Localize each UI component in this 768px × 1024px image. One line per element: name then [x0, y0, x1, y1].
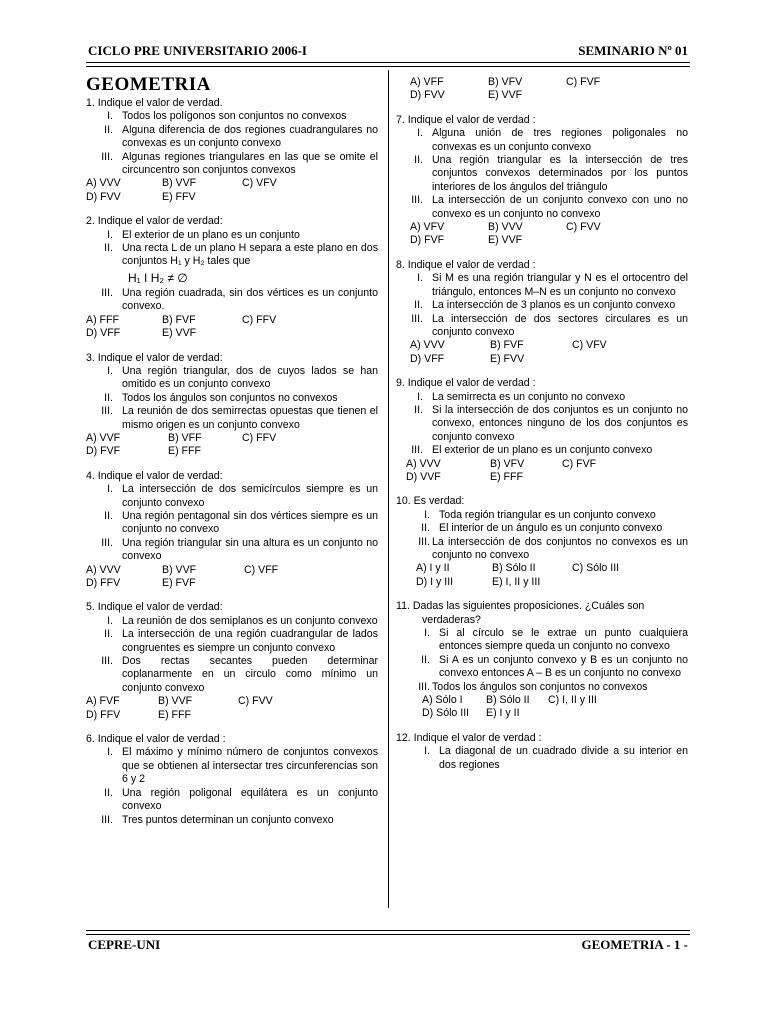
answer-options: [410, 76, 688, 103]
header-rule: [86, 62, 690, 63]
option-e: E) FVV: [490, 352, 525, 365]
statement-i: Si al círculo se le extrae un punto cualquiera entonces siempre queda un conjunto no convexo: [439, 627, 688, 653]
answer-options: [396, 339, 688, 366]
statement-iii: Tres puntos determinan un conjunto convexo: [122, 813, 334, 826]
right-column: [396, 76, 688, 783]
option-b: B) VFF: [168, 431, 202, 444]
roman-ii: II.: [104, 242, 113, 255]
option-e: E) I, II y III: [492, 575, 541, 588]
question-9: [396, 377, 688, 484]
roman-i: I.: [424, 627, 430, 640]
statement-ii: La intersección de una región cuadrangular de lados congruentes es siempre un conjunto convexo: [122, 628, 378, 654]
statement-iii: Todos los ángulos son conjuntos no convexos: [432, 680, 648, 693]
statement-iii: Una región triangular sin una altura es un conjunto no convexo: [122, 536, 378, 563]
statement-ii: Una región pentagonal sin dos vértices siempre es un conjunto no convexo: [122, 509, 378, 536]
option-a: A) VVV: [86, 563, 121, 576]
option-b: B) Sólo II: [486, 694, 530, 707]
roman-i: I.: [107, 364, 113, 377]
answer-options: [396, 221, 688, 248]
option-b: B) VVF: [158, 695, 193, 708]
statement-i: La semirrecta es un conjunto no convexo: [432, 390, 626, 403]
option-c: C) I, II y III: [548, 694, 597, 707]
option-e: E) VVF: [162, 327, 197, 340]
question-8: [396, 259, 688, 366]
roman-iii: III.: [101, 286, 113, 299]
roman-i: I.: [417, 390, 423, 403]
roman-iii: III.: [418, 680, 430, 693]
column-divider: [388, 70, 389, 908]
answer-options: [86, 314, 378, 341]
statement-ii: Una región poligonal equilátera es un conjunto convexo: [122, 786, 378, 813]
page-title: GEOMETRIA: [86, 74, 211, 95]
statement-iii: La intersección de dos conjuntos no convexos es un conjunto no convexo: [432, 535, 688, 561]
roman-iii: III.: [101, 655, 113, 668]
question-head: 5. Indique el valor de verdad:: [86, 601, 223, 614]
option-b: B) VFV: [488, 76, 523, 88]
statement-ii: Una recta L de un plano H separa a este plano en dos conjuntos H₁ y H₂ tales que: [122, 242, 378, 268]
statement-i: Una región triangular, dos de cuyos lados se han omitido es un conjunto convexo: [122, 364, 378, 391]
answer-options: [86, 432, 378, 459]
option-c: C) FVV: [238, 695, 273, 708]
question-3: [86, 352, 378, 459]
roman-i: I.: [417, 272, 423, 285]
statement-iii: La intersección de un conjunto convexo con uno no convexo es un conjunto no convexo: [432, 194, 688, 220]
option-a: A) VVV: [410, 339, 445, 352]
roman-ii: II.: [421, 653, 430, 666]
roman-iii: III.: [411, 194, 423, 207]
question-2: [86, 215, 378, 340]
question-head: 12. Indique el valor de verdad :: [396, 731, 542, 744]
option-a: A) VFF: [410, 76, 444, 88]
statement-ii: Una región triangular es la intersección de tres conjuntos convexos determinados por los puntos interiores de los ángulos del triángulo: [432, 154, 688, 193]
question-head: 3. Indique el valor de verdad:: [86, 351, 223, 364]
option-c: C) FFV: [242, 431, 277, 444]
statement-i: El exterior de un plano es un conjunto: [122, 228, 300, 241]
roman-ii: II.: [104, 509, 113, 522]
option-d: D) FVV: [410, 89, 445, 102]
option-a: A) VVV: [406, 457, 441, 470]
question-5: [86, 601, 378, 722]
option-b: B) Sólo II: [492, 562, 536, 575]
statement-iii: La intersección de dos sectores circulares es un conjunto convexo: [432, 312, 688, 338]
roman-i: I.: [107, 110, 113, 123]
option-d: D) Sólo III: [422, 707, 470, 720]
statement-iii: La reunión de dos semirrectas opuestas que tienen el mismo origen es un conjunto convexo: [122, 405, 378, 431]
statement-iii: Una región cuadrada, sin dos vértices es un conjunto convexo.: [122, 286, 378, 313]
roman-i: I.: [107, 614, 113, 627]
option-e: E) FFF: [490, 470, 523, 483]
statement-ii: Si A es un conjunto convexo y B es un conjunto no convexo entonces A – B es un conjunto no convexo: [439, 653, 688, 680]
option-b: B) VVV: [488, 221, 523, 234]
option-a: A) FFF: [86, 313, 119, 326]
question-head: 11. Dadas las siguientes proposiciones. ¿Cuáles son verdaderas?: [396, 600, 645, 626]
option-c: C) FFV: [242, 313, 277, 326]
roman-i: I.: [107, 228, 113, 241]
statement-ii: Si la intersección de dos conjuntos es un conjunto no convexo, entonces ninguno de los dos conjuntos es conjunto convexo: [432, 403, 688, 443]
roman-ii: II.: [104, 391, 113, 404]
option-a: A) FVF: [86, 695, 120, 708]
formula: H₁ I H₂ ≠ ∅: [128, 270, 188, 285]
roman-i: I.: [107, 746, 113, 759]
statement-i: Toda región triangular es un conjunto convexo: [439, 508, 656, 521]
option-d: D) FFV: [86, 708, 121, 721]
option-c: C) FVF: [566, 76, 601, 88]
option-b: B) VFV: [490, 457, 525, 470]
answer-options: [396, 694, 688, 721]
option-b: B) FVF: [162, 313, 196, 326]
seminar-label: SEMINARIO Nº 01: [578, 43, 688, 58]
roman-i: I.: [424, 508, 430, 521]
option-c: C) VFF: [244, 563, 279, 576]
option-e: E) FVF: [162, 577, 196, 589]
option-e: E) FFF: [158, 708, 191, 721]
option-e: E) FFF: [168, 445, 201, 458]
roman-iii: III.: [411, 312, 423, 325]
answer-options: [86, 695, 378, 722]
question-10: [396, 495, 688, 589]
question-12: [396, 732, 688, 772]
option-a: A) Sólo I: [422, 694, 463, 707]
roman-iii: III.: [411, 444, 423, 457]
answer-options: [86, 564, 378, 591]
question-head: 9. Indique el valor de verdad :: [396, 377, 536, 390]
footer-rule-2: [86, 934, 690, 935]
option-a: A) VVF: [86, 431, 121, 444]
statement-ii: El interior de un ángulo es un conjunto convexo: [439, 522, 663, 535]
roman-i: I.: [107, 483, 113, 496]
option-c: C) Sólo III: [572, 562, 620, 575]
question-head: 2. Indique el valor de verdad:: [86, 215, 223, 228]
statement-iii: Dos rectas secantes pueden determinar coplanarmente en un circulo como mínimo un conjunto convexo: [122, 655, 378, 694]
option-d: D) VVF: [406, 470, 441, 483]
option-d: D) FVF: [86, 445, 121, 458]
roman-ii: II.: [414, 403, 423, 416]
roman-ii: II.: [104, 786, 113, 799]
question-head: 10. Es verdad:: [396, 495, 465, 508]
answer-options: [86, 177, 378, 204]
option-e: E) VVF: [488, 234, 523, 247]
question-6-options: [396, 76, 688, 103]
option-b: B) VVF: [162, 177, 197, 190]
statement-i: Todos los polígonos son conjuntos no convexos: [122, 110, 347, 123]
option-c: C) VFV: [242, 177, 277, 190]
roman-ii: II.: [104, 123, 113, 136]
page-number-label: GEOMETRIA - 1 -: [581, 937, 688, 952]
question-11: [396, 600, 688, 721]
option-e: E) VVF: [488, 89, 523, 102]
roman-i: I.: [417, 127, 423, 140]
roman-iii: III.: [101, 536, 113, 549]
option-d: D) VFF: [410, 352, 445, 365]
answer-options: [396, 458, 688, 485]
question-4: [86, 470, 378, 591]
question-1: [86, 97, 378, 204]
question-head: 7. Indique el valor de verdad :: [396, 113, 536, 126]
option-d: D) I y III: [416, 575, 454, 588]
option-a: A) I y II: [416, 562, 450, 575]
option-d: D) FVV: [86, 190, 121, 203]
roman-iii: III.: [101, 813, 113, 826]
statement-iii: El exterior de un plano es un conjunto convexo: [432, 444, 653, 457]
question-6: [86, 733, 378, 827]
roman-ii: II.: [104, 628, 113, 641]
statement-i: Alguna unión de tres regiones poligonales no convexas es un conjunto convexo: [432, 127, 688, 153]
roman-ii: II.: [414, 299, 423, 312]
statement-i: El máximo y mínimo número de conjuntos convexos que se obtienen al intersectar tres circunferencias son 6 y 2: [122, 746, 378, 786]
left-column: [86, 97, 378, 838]
option-d: D) VFF: [86, 327, 121, 340]
course-label: CICLO PRE UNIVERSITARIO 2006-I: [88, 43, 307, 58]
roman-i: I.: [424, 745, 430, 758]
statement-i: Si M es una región triangular y N es el ortocentro del triángulo, entonces M–N es un conjunto no convexo: [432, 272, 688, 298]
option-d: D) FVF: [410, 234, 445, 247]
roman-iii: III.: [418, 535, 430, 548]
statement-ii: Alguna diferencia de dos regiones cuadrangulares no convexas es un conjunto convexo: [122, 123, 378, 150]
institution-label: CEPRE-UNI: [88, 937, 161, 952]
option-c: C) VFV: [572, 339, 607, 352]
option-a: A) VVV: [86, 177, 121, 190]
option-a: A) VFV: [410, 221, 445, 234]
footer-rule: [86, 930, 690, 931]
statement-ii: La intersección de 3 planos es un conjunto convexo: [432, 299, 676, 312]
option-c: C) FVV: [566, 221, 601, 234]
question-head: 8. Indique el valor de verdad :: [396, 258, 536, 271]
question-head: 6. Indique el valor de verdad :: [86, 733, 226, 746]
question-head: 1. Indique el valor de verdad.: [86, 97, 223, 109]
statement-i: La reunión de dos semiplanos es un conjunto convexo: [122, 614, 378, 627]
question-7: [396, 114, 688, 248]
roman-iii: III.: [101, 150, 113, 163]
option-c: C) FVF: [562, 457, 597, 470]
option-b: B) VVF: [162, 563, 197, 576]
roman-iii: III.: [101, 405, 113, 418]
option-d: D) FFV: [86, 577, 121, 589]
header-rule-2: [86, 66, 690, 67]
roman-ii: II.: [414, 154, 423, 167]
answer-options: [396, 562, 688, 589]
statement-i: La diagonal de un cuadrado divide a su interior en dos regiones: [439, 745, 688, 771]
question-head: 4. Indique el valor de verdad:: [86, 469, 223, 482]
statement-i: La intersección de dos semicírculos siempre es un conjunto convexo: [122, 483, 378, 509]
option-b: B) FVF: [490, 339, 524, 352]
option-e: E) I y II: [486, 707, 520, 720]
statement-ii: Todos los ángulos son conjuntos no convexos: [122, 391, 338, 404]
roman-ii: II.: [421, 522, 430, 535]
statement-iii: Algunas regiones triangulares en las que se omite el circuncentro son conjuntos convexos: [122, 150, 378, 177]
option-e: E) FFV: [162, 190, 196, 203]
